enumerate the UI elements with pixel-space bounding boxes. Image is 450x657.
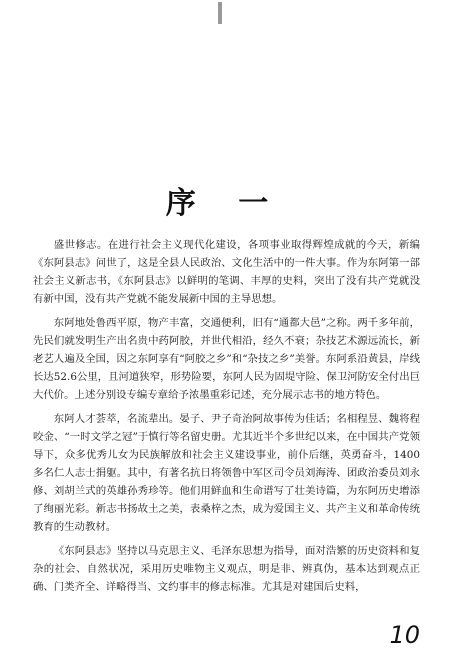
scan-artifact	[218, 2, 222, 24]
paragraph: 东阿地处鲁西平原，物产丰富，交通便利，旧有“通都大邑”之称。两千多年前，先民们就发明生产出名贵中药阿胶，并世代相沿，经久不衰；杂技艺术源远流长，新老艺人遍及全国，因之东阿享有“阿胶之乡”和“杂技之乡”美誉。东阿系沿黄县，岸线长达52.6公里，且河道狭窄，形势险要，东阿人民为固堤守险、保卫河防安全付出巨大代价。上述分别设专编专章给予浓墨重彩记述，充分展示志书的地方特色。	[33, 317, 420, 401]
paragraph: 盛世修志。在进行社会主义现代化建设，各项事业取得辉煌成就的今天，新编《东阿县志》问世了，这是全县人民政治、文化生活中的一件大事。作为东阿第一部社会主义新志书，《东阿县志》以鲜明的笔调、丰厚的史料，突出了没有共产党就没有新中国，没有共产党就不能发展新中国的主导思想。	[33, 239, 420, 305]
paragraph: 《东阿县志》坚持以马克思主义、毛泽东思想为指导，面对浩繁的历史资料和复杂的社会、自然状况，采用历史唯物主义观点，明是非、辨真伪，基本达到观点正确、门类齐全、详略得当、文约事丰的修志标准。尤其是对建国后史料，	[33, 545, 420, 593]
handwritten-page-number: 10	[389, 621, 420, 649]
paragraph: 东阿人才荟萃，名流辈出。晏子、尹子奇治阿故事传为佳话；名相程昱、魏将程咬金、“一时文学之冠”于慎行等名留史册。尤其近半个多世纪以来，在中国共产党领导下，众多优秀儿女为民族解放和社会主义建设事业，前仆后继，英勇奋斗，1400多名仁人志士捐躯。其中，有著名抗日将领鲁中军区司令员刘海涛、团政治委员刘永修、刘胡兰式的英雄孙秀珍等。他们用鲜血和生命谱写了壮美诗篇，为东阿历史增添了绚丽光彩。新志书扬故土之美，表桑梓之杰，成为爱国主义、共产主义和革命传统教育的生动教材。	[33, 413, 420, 533]
page-title: 序 一	[165, 186, 285, 221]
document-body	[33, 236, 420, 602]
